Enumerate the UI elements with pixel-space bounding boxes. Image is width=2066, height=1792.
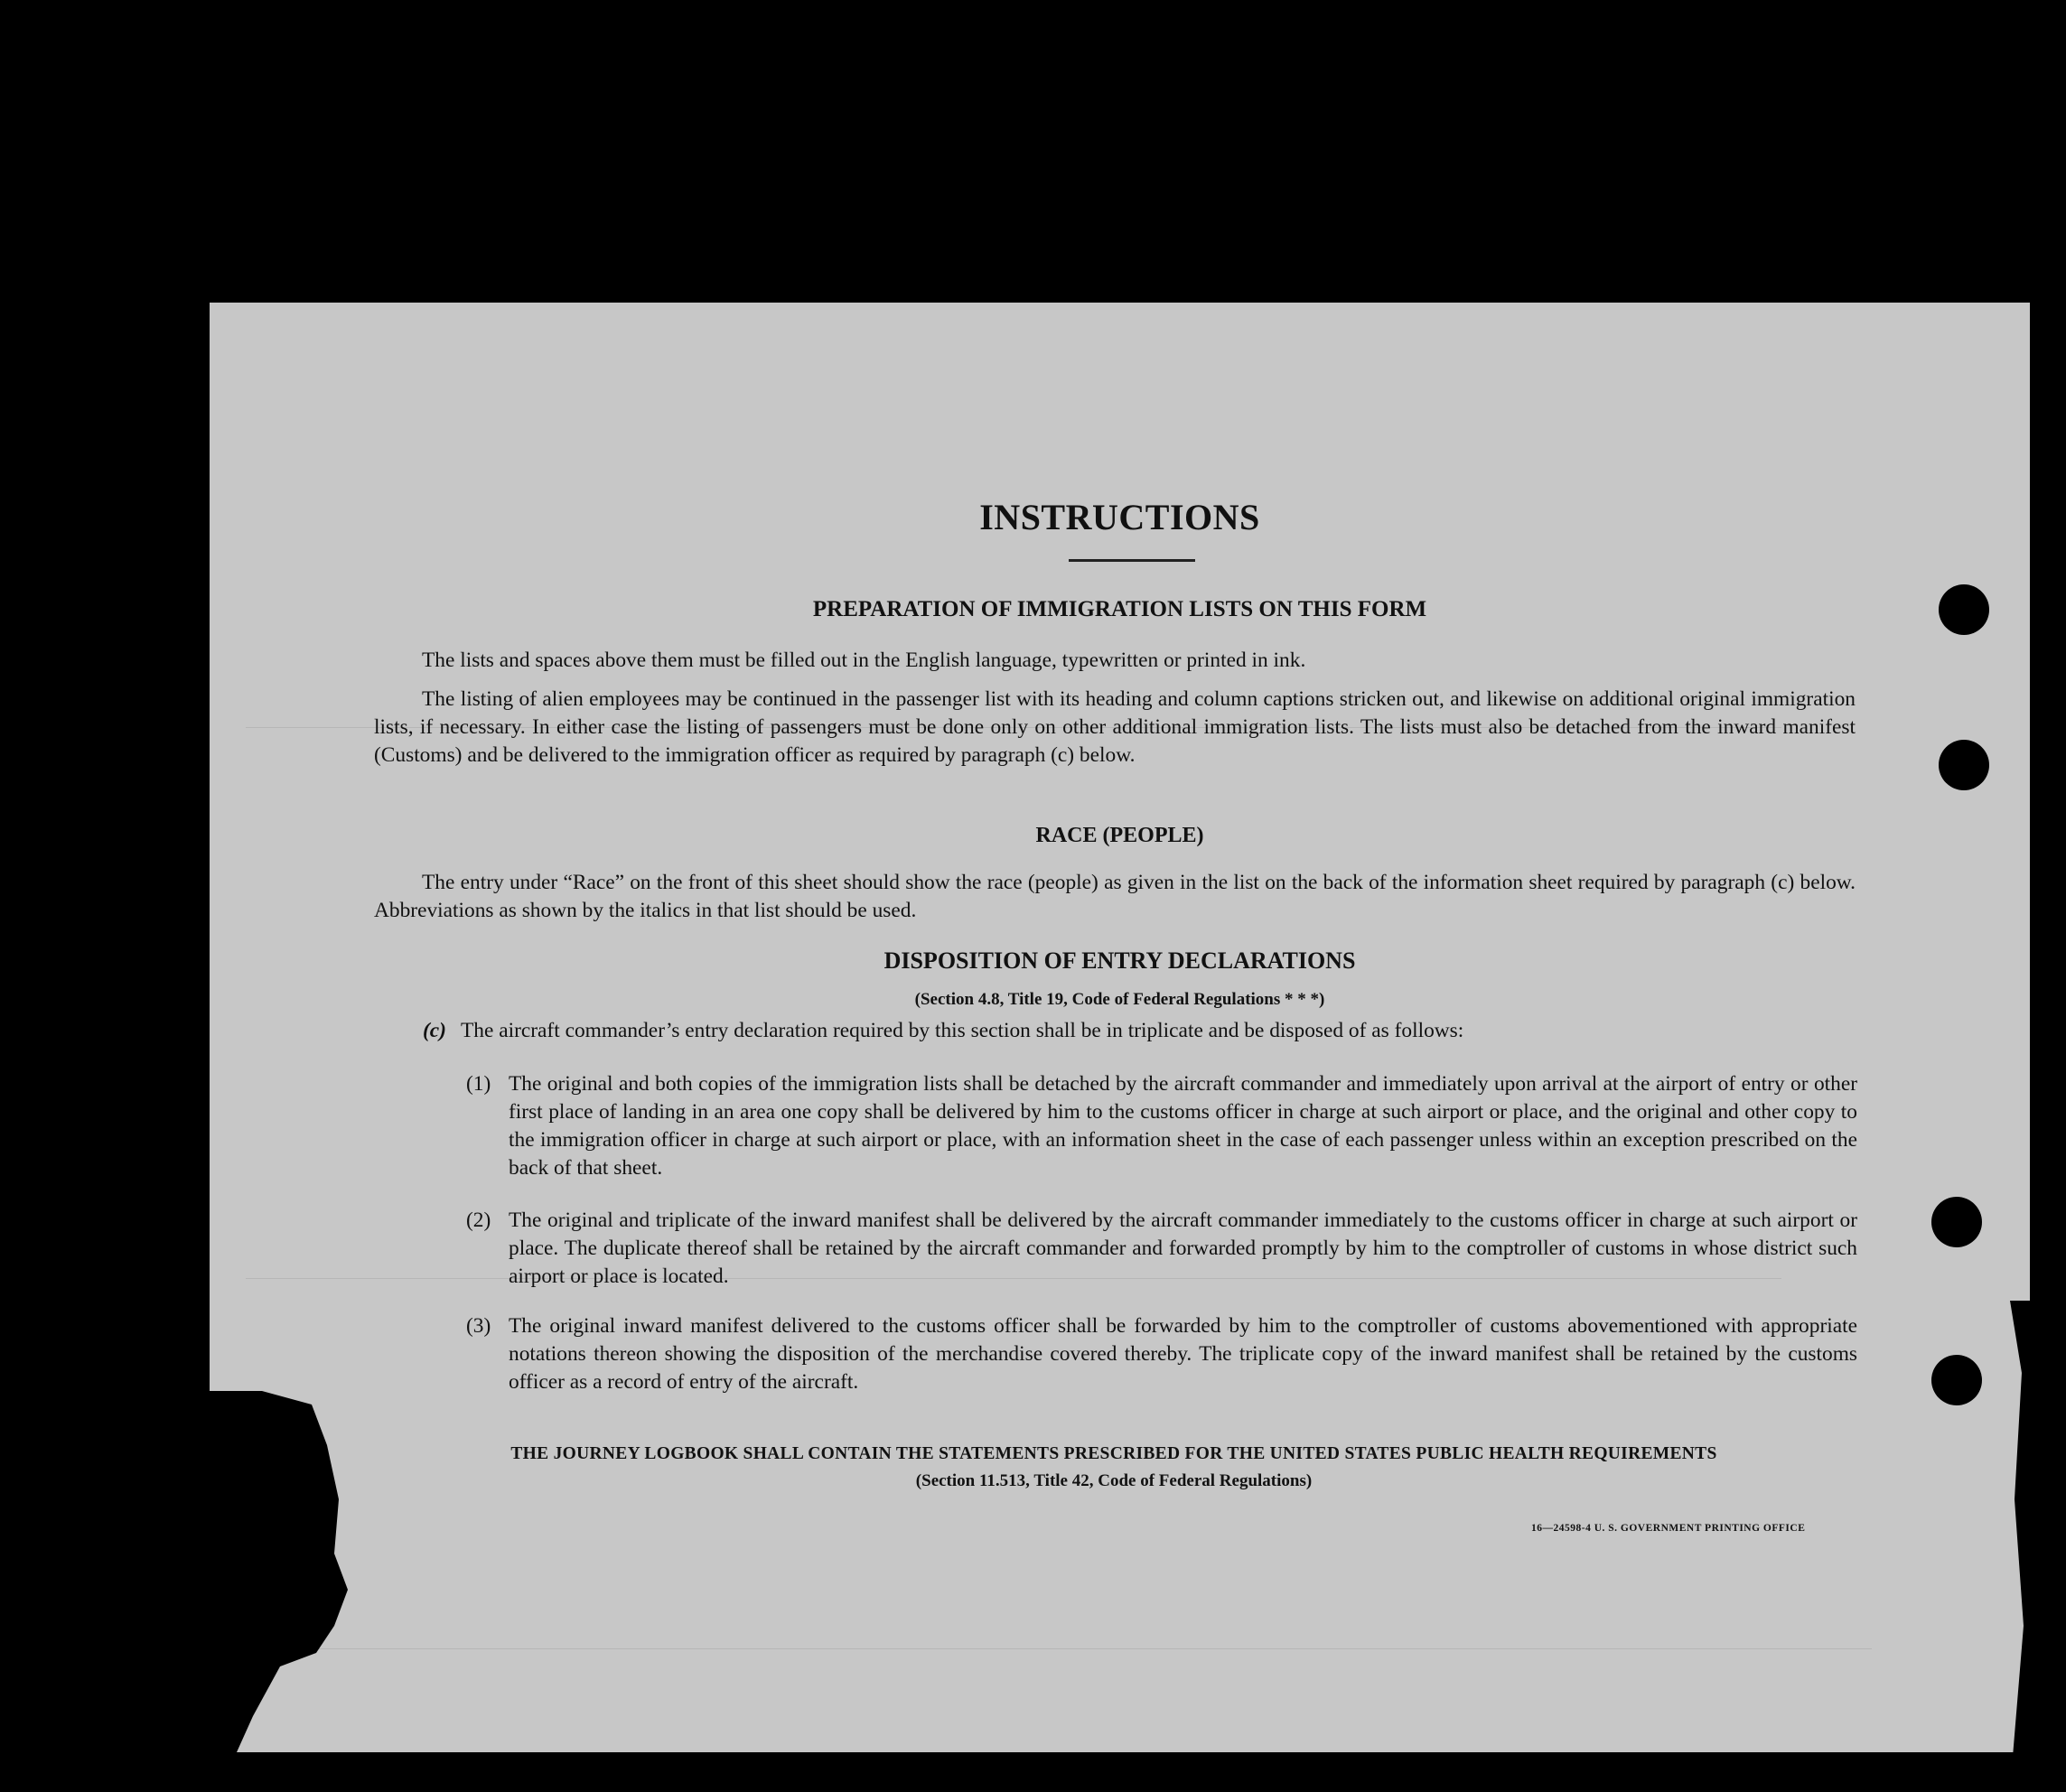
torn-corner [203, 1716, 253, 1757]
footer-health-requirements: THE JOURNEY LOGBOOK SHALL CONTAIN THE STATEMENTS PRESCRIBED FOR THE UNITED STATES PUBLIC HEALTH REQUIREMENTS [510, 1444, 1717, 1463]
disposition-item-number: (3) [466, 1314, 491, 1338]
printing-office-code: 16—24598-4 U. S. GOVERNMENT PRINTING OFFICE [1531, 1523, 1806, 1534]
disposition-item: The original inward manifest delivered to the customs officer shall be forwarded by him to the comptroller of customs abovementioned with appropriate notations thereon showing the disposition of the merchandise covered thereby. The triplicate copy of the inward manifest shall be retained by the customs officer as a record of entry of the aircraft. [509, 1314, 1857, 1394]
torn-edge [2010, 1301, 2030, 1757]
disposition-citation: (Section 4.8, Title 19, Code of Federal Regulations * * *) [914, 990, 1325, 1009]
race-paragraph: The entry under “Race” on the front of this sheet should show the race (people) as given in the list on the back of the information sheet required by paragraph (c) below. Abbreviations as shown by the italics in that list should be used. [374, 871, 1856, 922]
disposition-label-c: (c) [423, 1019, 446, 1042]
disposition-item-number: (2) [466, 1209, 491, 1232]
race-heading: RACE (PEOPLE) [1035, 824, 1204, 847]
preparation-paragraph-2: The listing of alien employees may be continued in the passenger list with its heading and column captions stricken out, and likewise on additional original immigration lists, if necessary. In either case the listing of passengers must be done only on other additional immigration lists. The lists must also be detached from the inward manifest (Customs) and be delivered to the immigration officer as required by paragraph (c) below. [374, 687, 1856, 767]
page-title: INSTRUCTIONS [979, 497, 1260, 537]
torn-corner [203, 1391, 348, 1716]
disposition-intro: The aircraft commander’s entry declaration required by this section shall be in triplicate and be disposed of as follows: [461, 1019, 1464, 1042]
footer-citation: (Section 11.513, Title 42, Code of Federal Regulations) [915, 1471, 1313, 1490]
disposition-item: The original and both copies of the immigration lists shall be detached by the aircraft commander and immediately upon arrival at the airport of entry or other first place of landing in an area one copy shall be delivered by him to the customs officer in charge at such airport or place, and the original and other copy to the immigration officer in charge at such airport or place, with an information sheet in the case of each passenger unless within an exception prescribed on the back of that sheet. [509, 1072, 1857, 1180]
preparation-paragraph-1: The lists and spaces above them must be filled out in the English language, typewritten or printed in ink. [422, 649, 1306, 672]
disposition-item-number: (1) [466, 1072, 491, 1096]
disposition-heading: DISPOSITION OF ENTRY DECLARATIONS [883, 947, 1356, 974]
preparation-heading: PREPARATION OF IMMIGRATION LISTS ON THIS FORM [812, 597, 1427, 621]
disposition-item: The original and triplicate of the inward manifest shall be delivered by the aircraft commander immediately to the customs officer in charge at such airport or place. The duplicate thereof shall be retained by the aircraft commander and forwarded promptly by him to the comptroller of customs in whose district such airport or place is located. [509, 1209, 1857, 1288]
